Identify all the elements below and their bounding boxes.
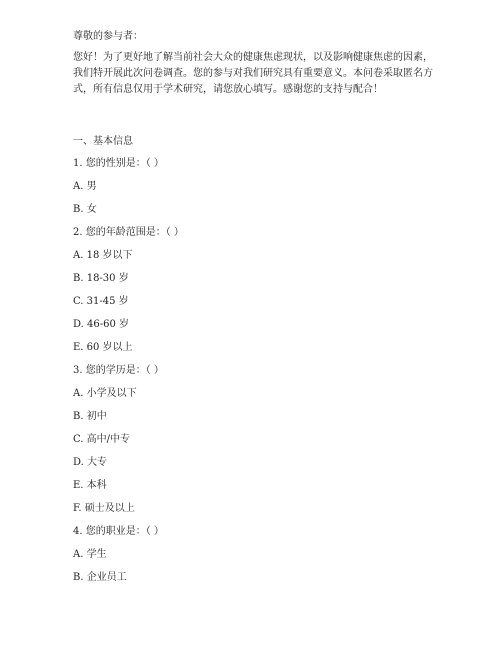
question-gender: 1. 您的性别是：（ ） bbox=[73, 158, 164, 169]
option-occ-student[interactable]: A. 学生 bbox=[73, 549, 107, 560]
section-title: 一、基本信息 bbox=[73, 136, 133, 147]
option-male[interactable]: A. 男 bbox=[73, 181, 97, 192]
option-edu-bachelor[interactable]: E. 本科 bbox=[73, 480, 107, 491]
option-age-31-45[interactable]: C. 31-45 岁 bbox=[73, 296, 129, 307]
intro-line: 式，所有信息仅用于学术研究，请您放心填写。感谢您的支持与配合！ bbox=[73, 84, 383, 95]
option-edu-master-plus[interactable]: F. 硕士及以上 bbox=[73, 503, 135, 514]
intro-line: 我们特开展此次问卷调查。您的参与对我们研究具有重要意义。本问卷采取匿名方 bbox=[73, 68, 433, 79]
option-edu-primary[interactable]: A. 小学及以下 bbox=[73, 388, 137, 399]
intro-line: 您好！为了更好地了解当前社会大众的健康焦虑现状，以及影响健康焦虑的因素， bbox=[73, 52, 433, 63]
intro-paragraph bbox=[73, 50, 433, 98]
option-edu-high-school[interactable]: C. 高中/中专 bbox=[73, 434, 131, 445]
question-age: 2. 您的年龄范围是：（ ） bbox=[73, 227, 184, 238]
question-education: 3. 您的学历是：（ ） bbox=[73, 365, 164, 376]
option-female[interactable]: B. 女 bbox=[73, 204, 97, 215]
option-edu-junior-high[interactable]: B. 初中 bbox=[73, 411, 107, 422]
question-occupation: 4. 您的职业是：（ ） bbox=[73, 526, 164, 537]
option-occ-employee[interactable]: B. 企业员工 bbox=[73, 572, 127, 583]
greeting: 尊敬的参与者： bbox=[73, 31, 143, 42]
option-age-over-60[interactable]: E. 60 岁以上 bbox=[73, 342, 133, 353]
option-edu-college[interactable]: D. 大专 bbox=[73, 457, 108, 468]
option-age-18-30[interactable]: B. 18-30 岁 bbox=[73, 273, 129, 284]
option-age-under-18[interactable]: A. 18 岁以下 bbox=[73, 250, 133, 261]
option-age-46-60[interactable]: D. 46-60 岁 bbox=[73, 319, 130, 330]
